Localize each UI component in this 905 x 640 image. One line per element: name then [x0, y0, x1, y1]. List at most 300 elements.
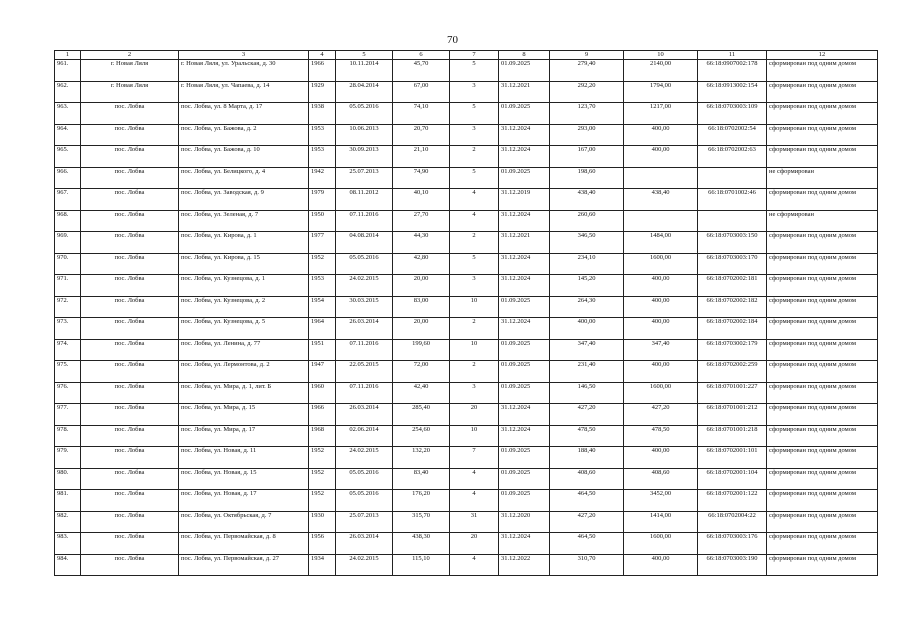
cost-cell: 478,50 [550, 425, 624, 447]
area-cell: 132,20 [393, 447, 450, 469]
area-cell: 74,10 [393, 103, 450, 125]
row-number: 983. [55, 533, 81, 555]
column-header: 9 [550, 51, 624, 60]
row-number: 974. [55, 339, 81, 361]
area-cell: 42,40 [393, 382, 450, 404]
land-area-cell: 1600,00 [624, 253, 698, 275]
land-status-cell: сформирован под одним домом [767, 339, 878, 361]
land-area-cell: 400,00 [624, 296, 698, 318]
area-cell: 20,70 [393, 124, 450, 146]
address-cell: пос. Лобва, ул. Бажова, д. 2 [179, 124, 309, 146]
land-status-cell: сформирован под одним домом [767, 533, 878, 555]
land-area-cell: 408,60 [624, 468, 698, 490]
cadastral-number-cell: 66:18:0702002:184 [698, 318, 767, 340]
cost-cell: 188,40 [550, 447, 624, 469]
cost-cell: 400,00 [550, 318, 624, 340]
residents-cell: 7 [450, 447, 499, 469]
area-cell: 44,30 [393, 232, 450, 254]
column-header: 12 [767, 51, 878, 60]
date-cell: 22.05.2015 [336, 361, 393, 383]
deadline-cell: 01.09.2025 [499, 490, 550, 512]
cadastral-number-cell: 66:18:0703003:176 [698, 533, 767, 555]
cadastral-number-cell: 66:18:0703003:190 [698, 554, 767, 576]
column-header: 4 [309, 51, 336, 60]
land-status-cell: сформирован под одним домом [767, 81, 878, 103]
settlement-cell: пос. Лобва [81, 533, 179, 555]
date-cell: 08.11.2012 [336, 189, 393, 211]
table-body [55, 60, 878, 576]
land-status-cell: сформирован под одним домом [767, 361, 878, 383]
land-area-cell: 478,50 [624, 425, 698, 447]
row-number: 969. [55, 232, 81, 254]
date-cell: 25.07.2013 [336, 511, 393, 533]
deadline-cell: 01.09.2025 [499, 296, 550, 318]
row-number: 980. [55, 468, 81, 490]
land-area-cell [624, 167, 698, 189]
date-cell: 07.11.2016 [336, 339, 393, 361]
deadline-cell: 01.09.2025 [499, 361, 550, 383]
table-row [55, 296, 878, 318]
land-status-cell: сформирован под одним домом [767, 103, 878, 125]
cadastral-number-cell: 66:18:0702002:259 [698, 361, 767, 383]
area-cell: 315,70 [393, 511, 450, 533]
row-number: 978. [55, 425, 81, 447]
row-number: 971. [55, 275, 81, 297]
residents-cell: 2 [450, 232, 499, 254]
land-area-cell: 427,20 [624, 404, 698, 426]
cost-cell: 198,60 [550, 167, 624, 189]
land-status-cell: сформирован под одним домом [767, 232, 878, 254]
table-row [55, 167, 878, 189]
date-cell: 05.05.2016 [336, 103, 393, 125]
residents-cell: 4 [450, 490, 499, 512]
cadastral-number-cell: 66:18:0702002:181 [698, 275, 767, 297]
cadastral-number-cell: 66:18:0702001:104 [698, 468, 767, 490]
year-built-cell: 1952 [309, 253, 336, 275]
row-number: 972. [55, 296, 81, 318]
settlement-cell: пос. Лобва [81, 253, 179, 275]
land-area-cell: 1794,00 [624, 81, 698, 103]
date-cell: 07.11.2016 [336, 210, 393, 232]
column-header: 6 [393, 51, 450, 60]
year-built-cell: 1966 [309, 404, 336, 426]
page-number: 70 [447, 34, 458, 46]
table-row [55, 554, 878, 576]
land-status-cell: не сформирован [767, 167, 878, 189]
land-area-cell [624, 210, 698, 232]
cost-cell: 346,50 [550, 232, 624, 254]
table-row [55, 404, 878, 426]
column-number-row [55, 51, 878, 60]
year-built-cell: 1951 [309, 339, 336, 361]
land-area-cell: 400,00 [624, 554, 698, 576]
cadastral-number-cell [698, 167, 767, 189]
settlement-cell: пос. Лобва [81, 189, 179, 211]
cadastral-number-cell: 66:18:0702002:54 [698, 124, 767, 146]
cost-cell: 464,50 [550, 490, 624, 512]
residents-cell: 5 [450, 60, 499, 82]
cost-cell: 234,10 [550, 253, 624, 275]
settlement-cell: пос. Лобва [81, 404, 179, 426]
row-number: 973. [55, 318, 81, 340]
residents-cell: 4 [450, 468, 499, 490]
land-status-cell: сформирован под одним домом [767, 468, 878, 490]
column-header: 3 [179, 51, 309, 60]
address-cell: пос. Лобва, ул. Заводская, д. 9 [179, 189, 309, 211]
residents-cell: 3 [450, 124, 499, 146]
address-cell: пос. Лобва, ул. Мира, д. 1, лит. Б [179, 382, 309, 404]
deadline-cell: 31.12.2019 [499, 189, 550, 211]
deadline-cell: 31.12.2024 [499, 253, 550, 275]
area-cell: 254,60 [393, 425, 450, 447]
deadline-cell: 01.09.2025 [499, 60, 550, 82]
row-number: 962. [55, 81, 81, 103]
cost-cell: 264,30 [550, 296, 624, 318]
year-built-cell: 1964 [309, 318, 336, 340]
table-row [55, 468, 878, 490]
area-cell: 42,80 [393, 253, 450, 275]
land-status-cell: сформирован под одним домом [767, 447, 878, 469]
column-header: 10 [624, 51, 698, 60]
deadline-cell: 31.12.2024 [499, 275, 550, 297]
cost-cell: 145,20 [550, 275, 624, 297]
date-cell: 24.02.2015 [336, 447, 393, 469]
cost-cell: 464,50 [550, 533, 624, 555]
land-area-cell: 3452,00 [624, 490, 698, 512]
row-number: 979. [55, 447, 81, 469]
year-built-cell: 1953 [309, 124, 336, 146]
settlement-cell: г. Новая Ляля [81, 60, 179, 82]
land-area-cell: 2140,00 [624, 60, 698, 82]
land-area-cell: 438,40 [624, 189, 698, 211]
settlement-cell: пос. Лобва [81, 382, 179, 404]
deadline-cell: 31.12.2024 [499, 425, 550, 447]
cadastral-number-cell: 66:18:0703002:179 [698, 339, 767, 361]
cadastral-number-cell: 66:18:0703003:150 [698, 232, 767, 254]
table-row [55, 146, 878, 168]
cost-cell: 310,70 [550, 554, 624, 576]
address-cell: пос. Лобва, ул. Кузнецова, д. 1 [179, 275, 309, 297]
row-number: 963. [55, 103, 81, 125]
date-cell: 10.06.2013 [336, 124, 393, 146]
date-cell: 02.06.2014 [336, 425, 393, 447]
cost-cell: 438,40 [550, 189, 624, 211]
date-cell: 05.05.2016 [336, 490, 393, 512]
land-status-cell: сформирован под одним домом [767, 296, 878, 318]
cadastral-number-cell: 66:18:0701001:227 [698, 382, 767, 404]
year-built-cell: 1930 [309, 511, 336, 533]
settlement-cell: пос. Лобва [81, 296, 179, 318]
address-cell: пос. Лобва, ул. Лермонтова, д. 2 [179, 361, 309, 383]
table-row [55, 382, 878, 404]
land-area-cell: 347,40 [624, 339, 698, 361]
year-built-cell: 1952 [309, 468, 336, 490]
row-number: 966. [55, 167, 81, 189]
residents-cell: 10 [450, 425, 499, 447]
cadastral-number-cell: 66:18:0702001:122 [698, 490, 767, 512]
date-cell: 24.02.2015 [336, 554, 393, 576]
row-number: 967. [55, 189, 81, 211]
date-cell: 05.05.2016 [336, 253, 393, 275]
year-built-cell: 1938 [309, 103, 336, 125]
date-cell: 30.03.2015 [336, 296, 393, 318]
residents-cell: 2 [450, 318, 499, 340]
deadline-cell: 01.09.2025 [499, 167, 550, 189]
settlement-cell: пос. Лобва [81, 167, 179, 189]
area-cell: 27,70 [393, 210, 450, 232]
area-cell: 72,00 [393, 361, 450, 383]
cost-cell: 427,20 [550, 404, 624, 426]
land-status-cell: сформирован под одним домом [767, 382, 878, 404]
table-row [55, 533, 878, 555]
cadastral-number-cell: 66:18:0913002:154 [698, 81, 767, 103]
deadline-cell: 31.12.2021 [499, 81, 550, 103]
residents-cell: 20 [450, 533, 499, 555]
date-cell: 10.11.2014 [336, 60, 393, 82]
row-number: 961. [55, 60, 81, 82]
deadline-cell: 01.09.2025 [499, 382, 550, 404]
area-cell: 20,00 [393, 275, 450, 297]
land-area-cell: 400,00 [624, 318, 698, 340]
registry-table [54, 50, 878, 576]
address-cell: пос. Лобва, ул. Новая, д. 15 [179, 468, 309, 490]
table-row [55, 253, 878, 275]
residents-cell: 20 [450, 404, 499, 426]
row-number: 968. [55, 210, 81, 232]
land-area-cell: 400,00 [624, 146, 698, 168]
settlement-cell: пос. Лобва [81, 468, 179, 490]
land-status-cell: сформирован под одним домом [767, 146, 878, 168]
area-cell: 115,10 [393, 554, 450, 576]
address-cell: пос. Лобва, ул. Кузнецова, д. 2 [179, 296, 309, 318]
column-header: 8 [499, 51, 550, 60]
date-cell: 26.03.2014 [336, 533, 393, 555]
land-status-cell: сформирован под одним домом [767, 189, 878, 211]
land-area-cell: 400,00 [624, 447, 698, 469]
land-status-cell: сформирован под одним домом [767, 275, 878, 297]
address-cell: пос. Лобва, ул. Ленина, д. 77 [179, 339, 309, 361]
residents-cell: 3 [450, 275, 499, 297]
deadline-cell: 31.12.2024 [499, 533, 550, 555]
area-cell: 40,10 [393, 189, 450, 211]
address-cell: пос. Лобва, ул. Первомайская, д. 8 [179, 533, 309, 555]
settlement-cell: пос. Лобва [81, 275, 179, 297]
date-cell: 26.03.2014 [336, 318, 393, 340]
table-row [55, 318, 878, 340]
cost-cell: 408,60 [550, 468, 624, 490]
settlement-cell: пос. Лобва [81, 554, 179, 576]
cadastral-number-cell: 66:18:0701001:218 [698, 425, 767, 447]
land-area-cell: 1600,00 [624, 533, 698, 555]
area-cell: 438,30 [393, 533, 450, 555]
table-row [55, 511, 878, 533]
row-number: 981. [55, 490, 81, 512]
column-header: 5 [336, 51, 393, 60]
cadastral-number-cell: 66:18:0702002:182 [698, 296, 767, 318]
deadline-cell: 31.12.2022 [499, 554, 550, 576]
area-cell: 67,00 [393, 81, 450, 103]
row-number: 964. [55, 124, 81, 146]
settlement-cell: пос. Лобва [81, 103, 179, 125]
residents-cell: 5 [450, 103, 499, 125]
year-built-cell: 1952 [309, 447, 336, 469]
settlement-cell: пос. Лобва [81, 146, 179, 168]
table-row [55, 81, 878, 103]
deadline-cell: 01.09.2025 [499, 468, 550, 490]
year-built-cell: 1966 [309, 60, 336, 82]
year-built-cell: 1952 [309, 490, 336, 512]
table-row [55, 447, 878, 469]
deadline-cell: 01.09.2025 [499, 339, 550, 361]
address-cell: пос. Лобва, ул. Мира, д. 17 [179, 425, 309, 447]
row-number: 984. [55, 554, 81, 576]
year-built-cell: 1968 [309, 425, 336, 447]
year-built-cell: 1934 [309, 554, 336, 576]
residents-cell: 5 [450, 253, 499, 275]
table-row [55, 60, 878, 82]
cost-cell: 146,50 [550, 382, 624, 404]
date-cell: 04.08.2014 [336, 232, 393, 254]
row-number: 977. [55, 404, 81, 426]
table-row [55, 189, 878, 211]
land-status-cell: сформирован под одним домом [767, 124, 878, 146]
address-cell: пос. Лобва, ул. Белицкого, д. 4 [179, 167, 309, 189]
address-cell: пос. Лобва, ул. Кузнецова, д. 5 [179, 318, 309, 340]
deadline-cell: 31.12.2020 [499, 511, 550, 533]
year-built-cell: 1929 [309, 81, 336, 103]
cost-cell: 293,00 [550, 124, 624, 146]
address-cell: пос. Лобва, ул. Зеленая, д. 7 [179, 210, 309, 232]
deadline-cell: 31.12.2024 [499, 404, 550, 426]
land-area-cell: 400,00 [624, 124, 698, 146]
cadastral-number-cell: 66:18:0701002:46 [698, 189, 767, 211]
table-row [55, 425, 878, 447]
cadastral-number-cell [698, 210, 767, 232]
date-cell: 30.09.2013 [336, 146, 393, 168]
year-built-cell: 1950 [309, 210, 336, 232]
residents-cell: 3 [450, 81, 499, 103]
land-status-cell: не сформирован [767, 210, 878, 232]
cadastral-number-cell: 66:18:0702001:101 [698, 447, 767, 469]
date-cell: 07.11.2016 [336, 382, 393, 404]
land-area-cell: 1217,00 [624, 103, 698, 125]
residents-cell: 4 [450, 210, 499, 232]
residents-cell: 4 [450, 189, 499, 211]
column-header: 2 [81, 51, 179, 60]
row-number: 982. [55, 511, 81, 533]
address-cell: пос. Лобва, ул. Мира, д. 15 [179, 404, 309, 426]
table-row [55, 103, 878, 125]
area-cell: 285,40 [393, 404, 450, 426]
cost-cell: 260,60 [550, 210, 624, 232]
date-cell: 28.04.2014 [336, 81, 393, 103]
date-cell: 26.03.2014 [336, 404, 393, 426]
settlement-cell: г. Новая Ляля [81, 81, 179, 103]
table-row [55, 232, 878, 254]
land-status-cell: сформирован под одним домом [767, 404, 878, 426]
cost-cell: 231,40 [550, 361, 624, 383]
settlement-cell: пос. Лобва [81, 232, 179, 254]
row-number: 975. [55, 361, 81, 383]
address-cell: г. Новая Ляля, ул. Чапаева, д. 14 [179, 81, 309, 103]
table-row [55, 339, 878, 361]
settlement-cell: пос. Лобва [81, 210, 179, 232]
settlement-cell: пос. Лобва [81, 425, 179, 447]
land-area-cell: 1600,00 [624, 382, 698, 404]
address-cell: пос. Лобва, ул. Октябрьская, д. 7 [179, 511, 309, 533]
table-row [55, 210, 878, 232]
year-built-cell: 1977 [309, 232, 336, 254]
settlement-cell: пос. Лобва [81, 339, 179, 361]
cadastral-number-cell: 66:18:0702002:63 [698, 146, 767, 168]
cost-cell: 292,20 [550, 81, 624, 103]
residents-cell: 2 [450, 146, 499, 168]
land-area-cell: 1484,00 [624, 232, 698, 254]
area-cell: 21,10 [393, 146, 450, 168]
year-built-cell: 1956 [309, 533, 336, 555]
area-cell: 83,40 [393, 468, 450, 490]
residents-cell: 31 [450, 511, 499, 533]
cadastral-number-cell: 66:18:0907002:178 [698, 60, 767, 82]
settlement-cell: пос. Лобва [81, 124, 179, 146]
land-status-cell: сформирован под одним домом [767, 511, 878, 533]
settlement-cell: пос. Лобва [81, 511, 179, 533]
year-built-cell: 1953 [309, 146, 336, 168]
address-cell: пос. Лобва, ул. Кирова, д. 1 [179, 232, 309, 254]
residents-cell: 4 [450, 554, 499, 576]
year-built-cell: 1947 [309, 361, 336, 383]
table-row [55, 490, 878, 512]
deadline-cell: 01.09.2025 [499, 447, 550, 469]
year-built-cell: 1960 [309, 382, 336, 404]
table-row [55, 275, 878, 297]
land-status-cell: сформирован под одним домом [767, 318, 878, 340]
column-header: 1 [55, 51, 81, 60]
row-number: 976. [55, 382, 81, 404]
date-cell: 25.07.2013 [336, 167, 393, 189]
deadline-cell: 31.12.2024 [499, 210, 550, 232]
settlement-cell: пос. Лобва [81, 318, 179, 340]
cadastral-number-cell: 66:18:0703003:109 [698, 103, 767, 125]
address-cell: пос. Лобва, ул. Бажова, д. 10 [179, 146, 309, 168]
date-cell: 24.02.2015 [336, 275, 393, 297]
deadline-cell: 31.12.2021 [499, 232, 550, 254]
area-cell: 83,00 [393, 296, 450, 318]
land-status-cell: сформирован под одним домом [767, 554, 878, 576]
settlement-cell: пос. Лобва [81, 447, 179, 469]
land-status-cell: сформирован под одним домом [767, 425, 878, 447]
area-cell: 20,00 [393, 318, 450, 340]
row-number: 965. [55, 146, 81, 168]
deadline-cell: 01.09.2025 [499, 103, 550, 125]
address-cell: пос. Лобва, ул. Первомайская, д. 27 [179, 554, 309, 576]
land-area-cell: 1414,00 [624, 511, 698, 533]
deadline-cell: 31.12.2024 [499, 124, 550, 146]
column-header: 11 [698, 51, 767, 60]
year-built-cell: 1953 [309, 275, 336, 297]
cadastral-number-cell: 66:18:0701001:212 [698, 404, 767, 426]
cost-cell: 427,20 [550, 511, 624, 533]
address-cell: пос. Лобва, ул. Кирова, д. 15 [179, 253, 309, 275]
address-cell: пос. Лобва, ул. Новая, д. 11 [179, 447, 309, 469]
settlement-cell: пос. Лобва [81, 490, 179, 512]
column-header: 7 [450, 51, 499, 60]
land-area-cell: 400,00 [624, 275, 698, 297]
land-area-cell: 400,00 [624, 361, 698, 383]
residents-cell: 10 [450, 296, 499, 318]
land-status-cell: сформирован под одним домом [767, 490, 878, 512]
land-status-cell: сформирован под одним домом [767, 60, 878, 82]
